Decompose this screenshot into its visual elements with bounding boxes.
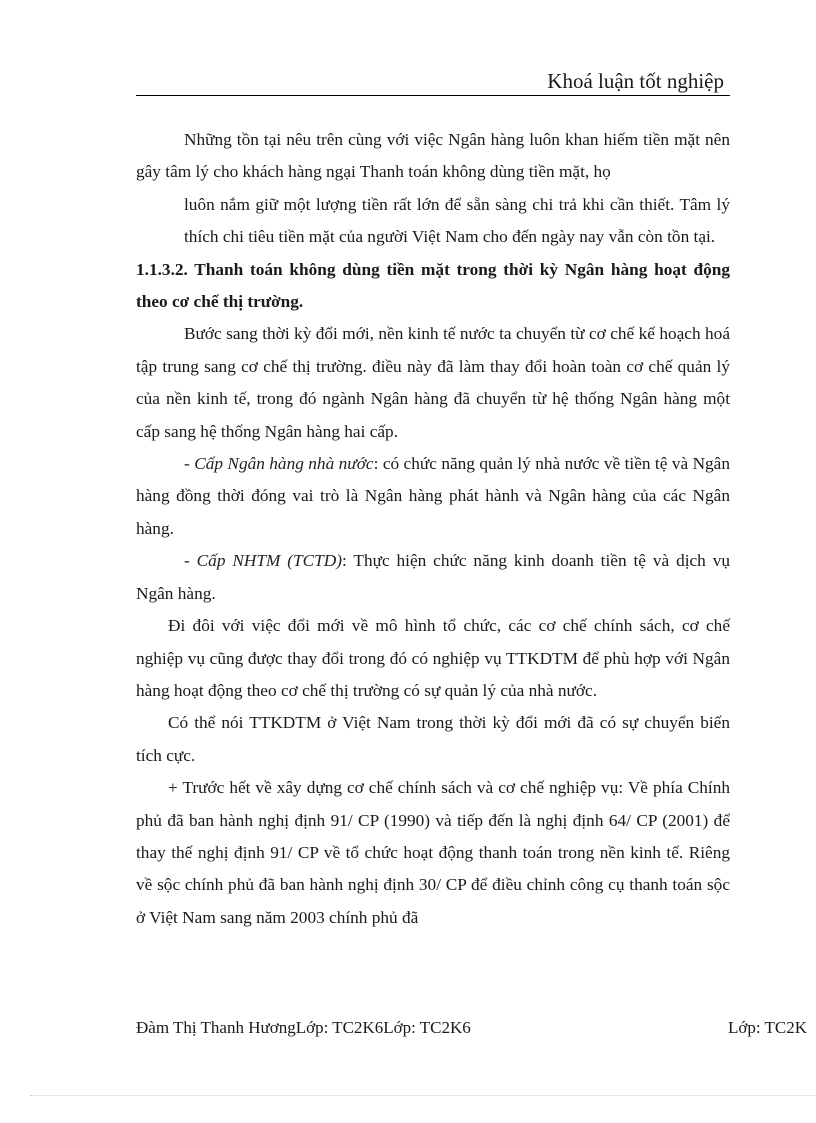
paragraph-2: Bước sang thời kỳ đổi mới, nền kinh tế nước ta chuyển từ cơ chế kế hoạch hoá tập trung sang cơ chế thị trường. điều này đã làm thay đổi hoàn toàn cơ chế quản lý của nền kinh tế, trong đó ngành Ngân hàng đã chuyển từ hệ thống Ngân hàng một cấp sang hệ thống Ngân hàng hai cấp.	[136, 324, 730, 441]
paragraph-1a: Những tồn tại nêu trên cùng với việc Ngân hàng luôn khan hiếm tiền mặt nên gây tâm lý cho khách hàng ngại Thanh toán không dùng tiền mặt, họ	[136, 130, 730, 182]
bullet-dash: -	[184, 551, 197, 571]
paragraph-6: Có thể nói TTKDTM ở Việt Nam trong thời kỳ đổi mới đã có sự chuyển biến tích cực.	[136, 713, 730, 765]
paragraph-4	[136, 545, 730, 610]
section-heading: 1.1.3.2. Thanh toán không dùng tiền mặt trong thời kỳ Ngân hàng hoạt động theo cơ chế thị trường.	[136, 259, 730, 312]
header-divider	[136, 95, 730, 96]
footer-class: Lớp: TC2K	[728, 1018, 808, 1037]
paragraph-3	[136, 448, 730, 545]
paragraph-1b: luôn nắm giữ một lượng tiền rất lớn để sẵn sàng chi trả khi cần thiết. Tâm lý thích chi tiêu tiền mặt của người Việt Nam cho đến ngày nay vẫn còn tồn tại.	[184, 194, 730, 247]
bullet-dash: -	[184, 454, 195, 474]
term-commercial-bank: Cấp NHTM (TCTD)	[196, 551, 343, 571]
paragraph-4-text: : Thực hiện chức năng kinh doanh tiền tệ và dịch vụ Ngân hàng.	[136, 551, 730, 603]
paragraph-7: + Trước hết về xây dựng cơ chế chính sách và cơ chế nghiệp vụ: Về phía Chính phủ đã ban hành nghị định 91/ CP (1990) và tiếp đến là nghị định 64/ CP (2001) để thay thế nghị định 91/ CP về tổ chức hoạt động thanh toán trong nền kinh tế. Riêng về sộc chính phủ đã ban hành nghị định 30/ CP để điều chỉnh công cụ thanh toán sộc ở Việt Nam sang năm 2003 chính phủ đã	[136, 778, 730, 927]
paragraph-3-text: : có chức năng quản lý nhà nước về tiền tệ và Ngân hàng đồng thời đóng vai trò là Ngân hàng phát hành và Ngân hàng của các Ngân hàng.	[136, 454, 730, 538]
page-bottom-divider	[30, 1095, 816, 1096]
footer-author: Đàm Thị Thanh HươngLớp: TC2K6Lớp: TC2K6	[136, 1018, 471, 1037]
header-title: Khoá luận tốt nghiệp	[547, 69, 724, 93]
paragraph-5: Đi đôi với việc đổi mới về mô hình tổ chức, các cơ chế chính sách, cơ chế nghiệp vụ cũng được thay đổi trong đó có nghiệp vụ TTKDTM để phù hợp với Ngân hàng hoạt động theo cơ chế thị trường có sự quản lý của nhà nước.	[136, 616, 730, 700]
document-body	[136, 124, 730, 934]
term-state-bank: Cấp Ngân hàng nhà nước	[194, 454, 374, 474]
